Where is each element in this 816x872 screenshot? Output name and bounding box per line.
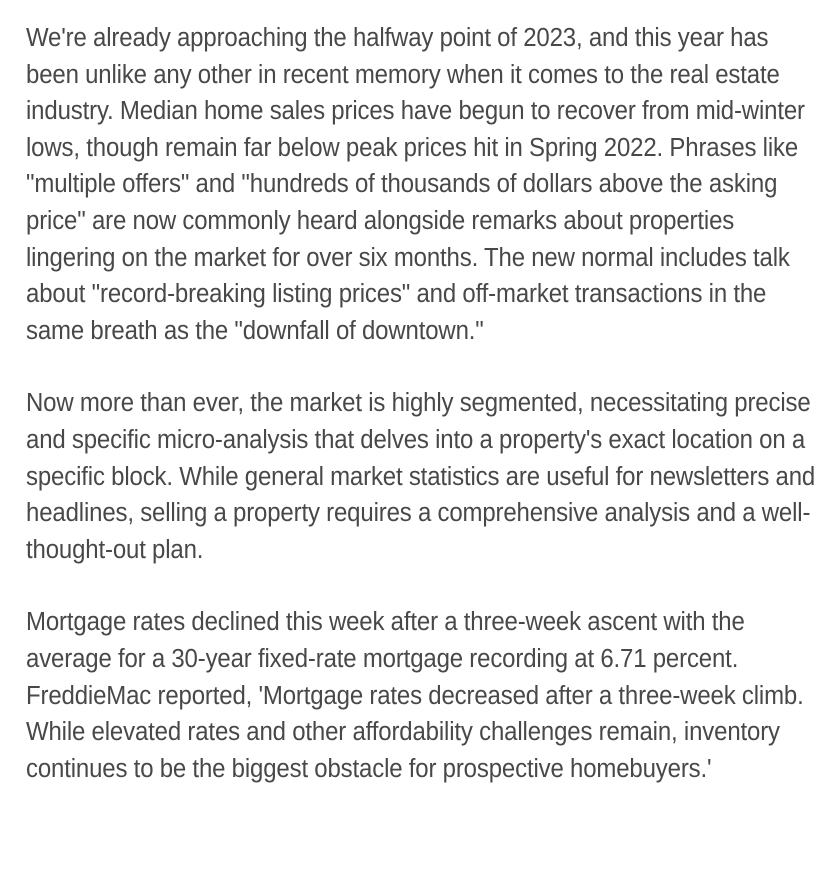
paragraph-market-overview: We're already approaching the halfway point of 2023, and this year has been unlike any other in recent memory when it comes to the real estate industry. Median home sales prices have begun to recover from mid-winter lows, though remain far below peak prices hit in Spring 2022. Phrases like "multiple offers" and "hundreds of thousands of dollars above the asking price" are now commonly heard alongside remarks about properties lingering on the market for over six months. The new normal includes talk about "record-breaking listing prices" and off-market transactions in the same breath as the "downfall of downtown." bbox=[26, 24, 805, 345]
paragraph-mortgage-rates: Mortgage rates declined this week after a three-week ascent with the average for a 30-year fixed-rate mortgage recording at 6.71 percent. FreddieMac reported, 'Mortgage rates decreased after a three-week climb. While elevated rates and other affordability challenges remain, inventory continues to be the biggest obstacle for prospective homebuyers.' bbox=[26, 608, 804, 783]
paragraph-segmentation: Now more than ever, the market is highly segmented, necessitating precise and specific micro-analysis that delves into a property's exact location on a specific block. While general market statistics are useful for newsletters and headlines, selling a property requires a comprehensive analysis and a well-thought-out plan. bbox=[26, 389, 816, 564]
